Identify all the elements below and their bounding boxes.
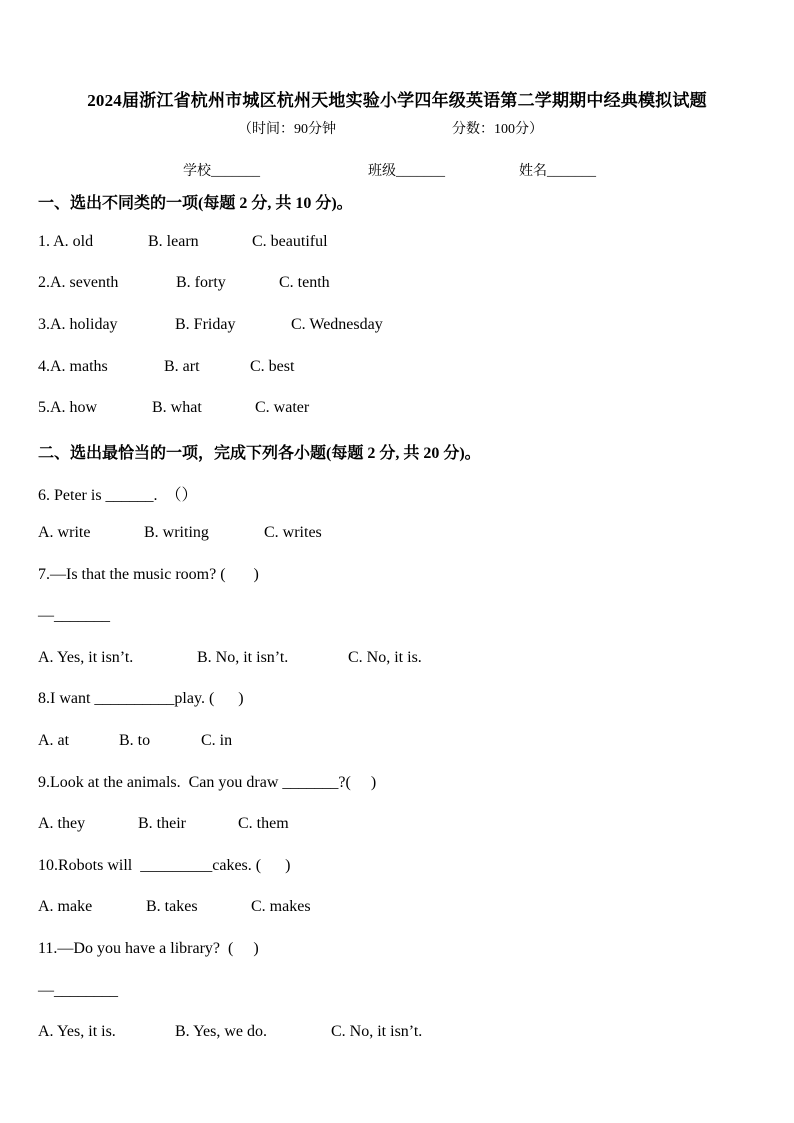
q11-answer-blank: —________ [38,982,118,999]
q7-stem: 7.—Is that the music room? ( ) [38,566,259,583]
q9-option-a: A. they [38,815,86,832]
class-field: 班级_______ [368,164,445,179]
exam-title: 2024届浙江省杭州市城区杭州天地实验小学四年级英语第二学期期中经典模拟试题 [87,91,707,110]
q2-option-b: B. forty [176,274,226,291]
q10-option-a: A. make [38,898,93,915]
q6-option-a: A. write [38,524,91,541]
q5-option-c: C. water [255,399,310,416]
q1-option-b: B. learn [148,233,199,250]
q1-option-a: 1. A. old [38,233,94,250]
q8-option-b: B. to [119,732,151,749]
q2-option-c: C. tenth [279,274,330,291]
q7-option-b: B. No, it isn’t. [197,649,289,666]
section1-heading: 一、选出不同类的一项(每题 2 分, 共 10 分)。 [38,195,353,212]
q7-option-c: C. No, it is. [348,649,422,666]
section2-heading: 二、选出最恰当的一项，完成下列各小题(每题 2 分, 共 20 分)。 [38,445,481,462]
q8-option-c: C. in [201,732,233,749]
score-info: 分数：100分） [452,122,543,137]
q8-stem: 8.I want __________play. ( ) [38,690,244,707]
q5-option-b: B. what [152,399,202,416]
school-field: 学校_______ [183,164,260,179]
q3-option-b: B. Friday [175,316,236,333]
q4-option-b: B. art [164,358,200,375]
q9-stem: 9.Look at the animals. Can you draw _______?( ) [38,774,377,791]
q7-option-a: A. Yes, it isn’t. [38,649,134,666]
q10-stem: 10.Robots will _________cakes. ( ) [38,857,291,874]
q6-option-b: B. writing [144,524,209,541]
q6-option-c: C. writes [264,524,322,541]
q8-option-a: A. at [38,732,70,749]
q4-option-c: C. best [250,358,295,375]
q9-option-c: C. them [238,815,289,832]
q9-option-b: B. their [138,815,186,832]
name-field: 姓名_______ [519,164,596,179]
q2-option-a: 2.A. seventh [38,274,119,291]
q3-option-c: C. Wednesday [291,316,383,333]
q4-option-a: 4.A. maths [38,358,108,375]
q6-stem: 6. Peter is ______. （） [38,487,198,504]
q7-answer-blank: —_______ [38,607,110,624]
q11-stem: 11.—Do you have a library? ( ) [38,940,259,957]
q11-option-a: A. Yes, it is. [38,1023,116,1040]
q10-option-b: B. takes [146,898,198,915]
q1-option-c: C. beautiful [252,233,328,250]
q5-option-a: 5.A. how [38,399,98,416]
q3-option-a: 3.A. holiday [38,316,118,333]
time-info: （时间：90分钟 [238,122,336,137]
q11-option-b: B. Yes, we do. [175,1023,268,1040]
q11-option-c: C. No, it isn’t. [331,1023,423,1040]
q10-option-c: C. makes [251,898,311,915]
